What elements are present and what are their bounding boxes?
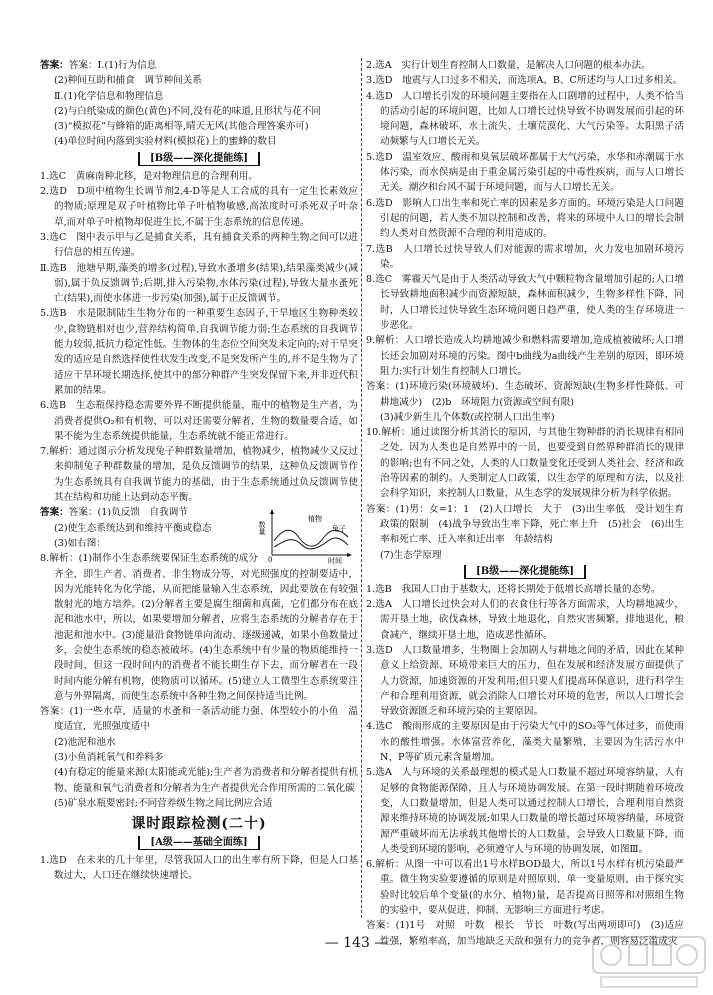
list-item: 6.解析：从图一中可以看出1号水样BOD最大，所以1号水样有机污染最严重。微生物实验要遵循的原则是对照原则、单一变量原则，由于探究实验时比较后单个变量(的水分、植物)量，是否提高日照等和对照组生物的实验中，要从促进、抑制、无影响三方面进行考虑。 [366,859,684,917]
answer-line: 答案：(1)男：女=1：1 (2)人口增长 大于 (3)出生率低 受计划生育政策的限制 (4)战争导致出生率下降，死亡率上升 (5)社会 (6)出生率和死亡率、迁入率和迁出率 年龄结构 [366,503,684,546]
list-item: 4.选C 酸雨形成的主要原因是由于污染大气中的SO₂等气体过多，而使雨水的酸性增强。水体富营养化，藻类大量繁殖，主要因为生活污水中N、P等矿质元素含量增加。 [366,721,684,764]
list-item: 5.选D 温室效应、酸雨和臭氧层破坏都属于大气污染，水华和赤潮属于水体污染，而水俣病是由于重金属污染引起的中毒性疾病，而与人口增长无关。潮汐和台风不属于环境问题，而与人口增长无关。 [366,151,684,194]
answer-line: (3)减少新生儿个体数(或控制人口出生率) [380,411,555,423]
list-item: 5.选B 水是限制陆生生物分布的一种重要生态因子,干旱地区生物种类较少,食物链相对也少,营养结构简单,自我调节能力弱;生态系统的自我调节能力较弱,抵抗力稳定性低。生物体的生态位空间突发未定向的;对干旱突发的适应是自然选择使性状发生改变,不是突发所产生的,并不是生物为了适应干旱环境长期选择,使其中的部分种群产生突发保留下来,并非近代积累加的结果。 [40,308,358,396]
list-item: 4.选D 人口增长引发的环境问题主要指在人口剧增的过程中，人类不恰当的活动引起的环境问题，比如人口增长过快导致不协调发展而引起的环境问题，森林破坏、水土流失、土壤荒漠化、大气污染等。太阳黑子活动频繁与人口增长无关。 [366,90,684,148]
list-item: 9.解析：人口增长造成人均耕地减少和燃料需要增加,造成植被破坏;人口增长还会加剧对环境的污染。图中b曲线为a曲线产生差别的原因，即环境阻力;实行计划生育控制人口增长。 [366,335,684,377]
list-item: 1.选B 我国人口由于基数大，还将长期处于低增长高增长量的态势。 [366,583,661,595]
watermark-logo [591,935,707,991]
lesson-title: 课时跟踪检测(二十) [131,816,267,833]
list-item: 3.选D 地震与人口过多不相关，而选项A、B、C所述均与人口过多相关。 [366,75,683,87]
list-item: 6.选B 生态瓶保持稳态需要外界不断提供能量，瓶中的植物是生产者，为消费者提供O₂和有机物，可以对还需要分解者，生物的数量要合适，如果不能为生态系统提供能量，生态系统就不能正常进行。 [40,400,358,442]
rabbit-curve [274,538,348,549]
answer-line: (2)池泥和池水 [54,736,116,748]
section-header-a: [A级——基础全面练] [40,836,358,850]
graph-series-label: 植物 [308,515,322,524]
section-header-b: [B级——深化提能练] [366,565,684,579]
answer-line: 答案：(1)一些水草，适量的水蚤和一条活动能力强、体型较小的小鱼 温度适宜，光照强度适中 [40,706,358,733]
answer-line: (7)生态学原理 [380,549,442,561]
list-item: 8.解析：(1)制作小生态系统要保证生态系统的成分齐全，即生产者、消费者、非生物成分等，对光照强度的控制要适中，因为光能转化为化学能，从而把能量输入生态系统，因此要放在有较强散射光的地方培养。(2)分解者主要是腐生细菌和真菌，它们都分布在底泥和池水中，所以，如果要增加分解者，应将生态系统的分解者存在于池泥和池水中。(3)能量沿食物链单向流动、逐级递减，如果小鱼数量过多，会使生态系统的稳态被破坏。(4)生态系统中有少量的物质能维持一段时间，但这一段时间内的消费者不能长期生存下去，而分解者在一段时间内能分解有机物，使物质可以循环。(5)建立人工微型生态系统要注意与外界隔离，而使生态系统中各种生物之间保持适当比例。 [40,553,358,702]
list-item: 3.选C 图中表示甲与乙是捕食关系，具有捕食关系的两种生物之间可以进行信息的相互传递。 [40,231,358,259]
population-graph [258,507,354,566]
list-item: 3.选D 人口数量增多，生物圈上会加剧人与耕地之间的矛盾，因此在某种意义上给资源、环境带来巨大的压力，但在发展和经济发展方面提供了人力资源，加速资源的开发利用;但只要人们提高环保意识，进行科学生产和合理利用资源，就会消除人口增长对环境的危害，所以人口增长会导致资源匮乏和环境污染的主要原因。 [366,644,684,718]
graph-ylabel: 数量 [258,521,266,536]
list-item: 2.选D D项中植物生长调节剂2,4-D等是人工合成的具有一定生长素效应的物质;原理是双子叶植物比单子叶植物敏感,高浓度时可杀死双子叶杂草,而对单子叶植物却促进生长,不属于生态系统的信息传递。 [40,186,358,228]
answer-line: (2)使生态系统达到和维持平衡或稳态 [54,522,212,534]
column-divider [361,58,362,918]
graph-xlabel: 时间 [328,557,342,566]
answer-line: 答案：(1)1号 对照 叶数 根长 节长 叶数(写出两项即可) (3)适应性强，繁殖率高，加当地缺乏天敌和强有力的竞争者，则容易泛滥成灾 [366,920,684,947]
list-item: 2.选A 实行计划生育控制人口数量，是解决人口问题的根本办法。 [366,60,651,71]
list-item: 7.解析：通过图示分析发现兔子种群数量增加，植物减少，植物减少又反过来抑制兔子种群数量的增加，是负反馈调节的结果，这种负反馈调节作为生态系统具有自我调节能力的基础，由于生态系统通过负反馈调节使其在结构和功能上达到动态平衡。 [40,446,358,504]
answer-line: (2)种间互助和捕食 调节种间关系 [54,75,202,87]
answer-line: (3)“模拟花”与蜂箱的距离相等,晴天无风(其他合理答案亦可) [54,121,309,133]
left-column [40,58,358,883]
list-item: 6.选D 影响人口出生率和死亡率的因素是多方面的。环境污染是人口问题引起的问题，若人类不加以控制和改善，将来的环境中人口的增长会制约人类对自然资源不合理的利用造成的。 [366,197,684,240]
list-item: 1.选C 黄麻南种北移，是对物理信息的合理利用。 [40,170,258,182]
right-column [366,58,684,949]
answer-line: (3)如右图： [54,537,106,549]
list-item: 2.选A 人口增长过快会对人们的衣食住行等各方面需求，人均耕地减少，需开垦土地，砍伐森林，导致土地退化，自然灾害频繁，排地退化，粮食减产，继续开垦土地，造成恶性循环。 [366,599,684,641]
section-header-b: [B级——深化提能练] [40,152,358,166]
list-item: 5.选A 人与环境的关系最理想的模式是人口数量不超过环境容纳量，人有足够的食物能源保障，且人与环境协调发展。在第一段时期随着环境改变，人口数量增加，但是人类可以通过控制人口增长，合理利用自然资源来维持环境的协调发展;如果人口数量的增长超过环境容纳量，环境资源严重破坏而无法承载其他增长的人口数量，会导致人口数量下降，而人类受到环境的影响，必须遵守人与环境的协调发展，如图Ⅲ。 [366,767,684,855]
graph-origin: 0 [268,556,273,565]
answer-line: (3)小鱼消耗氧气和养料多 [54,752,164,764]
list-item: Ⅱ.选B 池塘早期,藻类的增多(过程),导致水蚤增多(结果),结果藻类减少(减弱),属于负反馈调节;后期,排入污染物,水体污染(过程),导致大量水蚤死亡(结果),而使水体进一步污染(加强),属于正反馈调节。 [40,262,358,305]
answer-line: (4)有稳定的能量来源(太阳能或光能);生产者为消费者和分解者提供有机物、能量和氧气;消费者和分解者为生产者提供光合作用所需的二氧化碳 [54,767,358,794]
answer-line: Ⅱ.(1)化学信息和物理信息 [54,90,164,102]
answer-line: 答案：答案：Ⅰ.(1)行为信息 [40,60,157,71]
answer-line: (2)与白纸染成的颜色(黄色)不同,没有花的味道,且形状与花不同 [54,105,322,117]
answer-line: (4)单位时间内落到实验材料(模拟花)上的蜜蜂的数目 [54,136,277,148]
answer-line: 答案：答案：(1)负反馈 自我调节 [40,507,188,519]
answer-line: 答案：(1)环境污染(环境破坏)、生态破坏、资源短缺(生物多样性降低、可耕地减少) (2)b 环境阻力(资源或空间有限) [366,381,684,408]
page-number: — 143 — [324,935,389,951]
list-item: 7.选B 人口增长过快导致人们对能源的需求增加，火力发电加剧环境污染。 [366,243,684,270]
list-item: 1.选D 在未来的几十年里，尽管我国人口的出生率有所下降，但是人口基数过大，人口还在继续快速增长。 [40,854,358,881]
list-item: 10.解析：通过读图分析其消长的原因，与其他生物种群的消长规律有相同之处，因为人类也是自然界中的一员，也要受到自然界种群消长的规律的影响;也有不同之处，人类的人口数量变化还受到人类社会、经济和政治等因素的制约。人类制定人口政策，以生态学的原理和方法，以及社会科学知识，来控制人口数量，从生态学的发展规律分析为科学依据。 [366,427,684,500]
answer-line: (5)矿泉水瓶要密封;不同营养级生物之间比例应合适 [54,797,273,809]
graph-series-label: 兔子 [332,525,346,534]
list-item: 8.选C 雾霾天气是由于人类活动导致大气中颗粒物含量增加引起的;人口增长导致耕地面积减少而资源短缺，森林面积减少，生物多样性下降，同时，人口增长过快导致生态环境问题日趋严重，使人类的生存环境进一步恶化。 [366,274,684,332]
